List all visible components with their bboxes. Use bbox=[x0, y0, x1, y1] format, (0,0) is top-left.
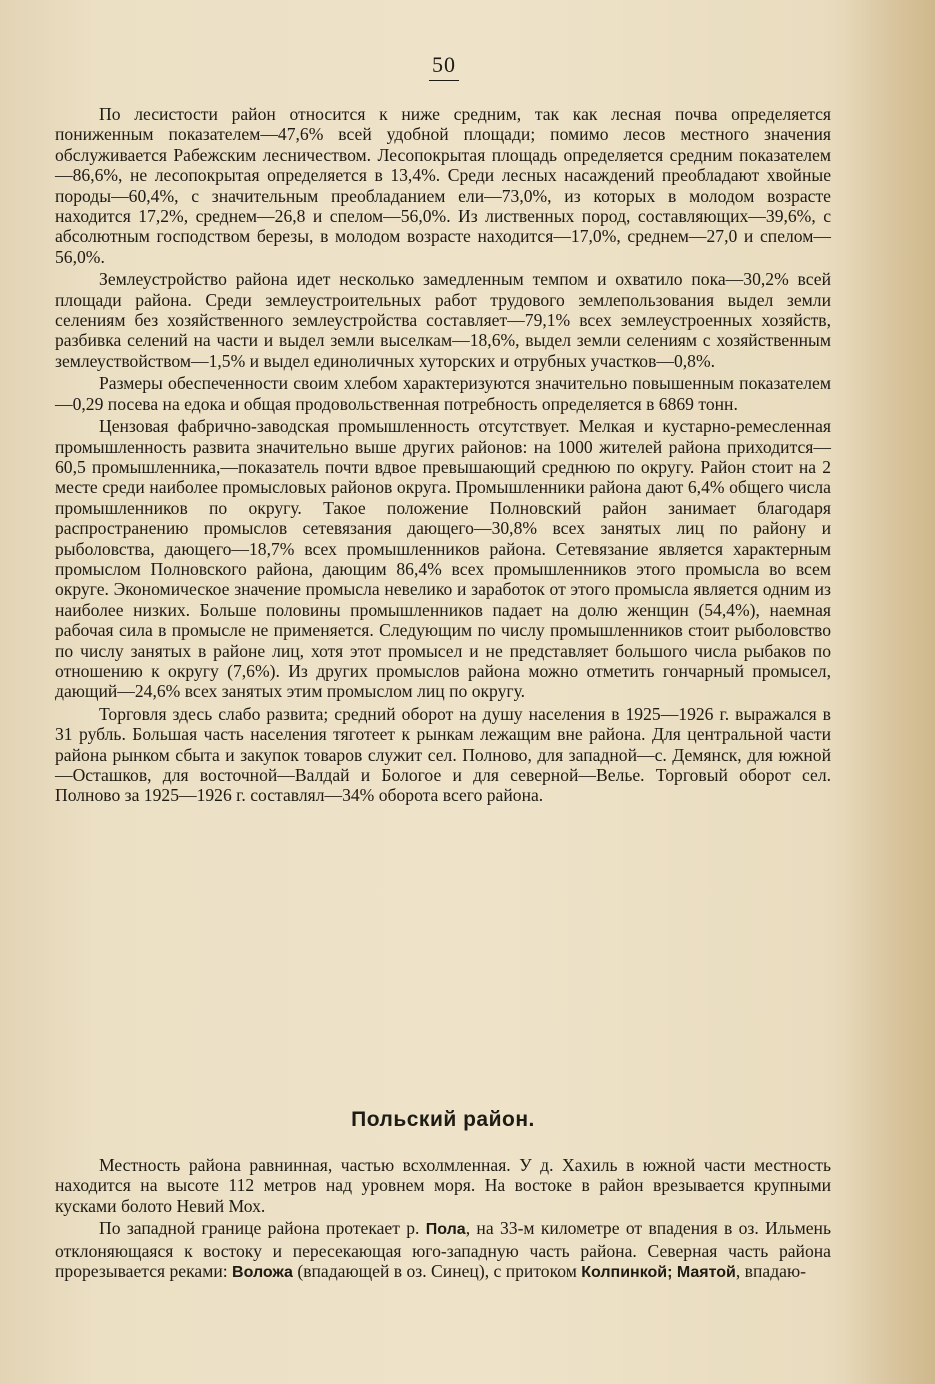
paragraph-terrain: Местность района равнинная, частью всхолмленная. У д. Хахиль в южной части местность находится на высоте 112 метров над уровнем моря. На востоке в район врезывается крупными кусками болото Невий Мох. bbox=[55, 1155, 831, 1216]
paragraph-rivers: По западной границе района протекает р. Пола, на 33-м километре от впадения в оз. Ильмень отклоняющаяся к востоку и пересекающая юго-западную часть района. Северная часть района прорезывается реками: Воложа (впадающей в оз. Синец), с притоком Колпинкой; Маятой, впадаю- bbox=[55, 1218, 831, 1282]
rivers-text-4: , впадаю- bbox=[735, 1261, 806, 1282]
main-text bbox=[55, 104, 831, 806]
paragraph-forests: По лесистости район относится к ниже средним, так как лесная почва определяется пониженным показателем—47,6% всей удобной площади; помимо лесов местного значения обслуживается Рабежским лесничеством. Лесопокрытая площадь определяется средним показателем—86,6%, не лесопокрытая определяется в 13,4%. Среди лесных насаждений преобладают хвойные породы—60,4%, с значительным преобладанием ели—73,0%, из которых в молодом возрасте находится 17,2%, среднем—26,8 и спелом—56,0%. Из лиственных пород, составляющих—39,6%, с абсолютным господством березы, в молодом возрасте находится—17,0%, среднем—27,0 и спелом—56,0%. bbox=[55, 104, 831, 267]
rivers-text-2: , на 33-м километре от впадения в оз. Ильмень отклоняющаяся к востоку и пересекающая юго-западную часть района. Северная часть района прорезывается реками: bbox=[55, 1218, 831, 1282]
page-number bbox=[0, 52, 888, 81]
paragraph-land-management: Землеустройство района идет несколько замедленным темпом и охватило пока—30,2% всей площади района. Среди землеустроительных работ трудового землепользования выдел земли селениям без хозяйственного землеустройства составляет—79,1% всех землеустроенных хозяйств, разбивка селений на части и выдел земли выселкам—18,6%, выдел земли селениям с хозяйственным землеуствойством—1,5% и выдел единоличных хуторских и отрубных участков—0,8%. bbox=[55, 269, 831, 371]
river-name-pola: Пола bbox=[425, 1221, 466, 1239]
paragraph-industry: Цензовая фабрично-заводская промышленность отсутствует. Мелкая и кустарно-ремесленная промышленность развита значительно выше других районов: на 1000 жителей района приходится—60,5 промышленника,—показатель почти вдвое превышающий среднюю по округу. Район стоит на 2 месте среди наиболее промысловых районов округа. Промышленники района дают 6,4% общего числа промышленников по округу. Такое положение Полновский район занимает благодаря распространению промыслов сетевязания дающего—30,8% всех занятых лиц по району и рыболовства, дающего—18,7% всех промышленников района. Сетевязание является характерным промыслом Полновского района, дающим 86,4% всех промышленников этого промысла во всем округе. Экономическое значение промысла невелико и заработок от этого промысла является одним из наиболее низких. Больше половины промышленников падает на долю женщин (54,4%), наемная рабочая сила в промысле не применяется. Следующим по числу промышленников стоит рыболовство по числу занятых в районе лиц, хотя этот промысел и не представляет большого числа рыбаков по отношению к округу (7,6%). Из других промыслов района можно отметить гончарный промысел, дающий—24,6% всех занятых этим промыслом лиц по округу. bbox=[55, 416, 831, 702]
paragraph-grain-supply: Размеры обеспеченности своим хлебом характеризуются значительно повышенным показателем—0,29 посева на едока и общая продовольственная потребность определяется в 6869 тонн. bbox=[55, 373, 831, 414]
rivers-text-3: (впадающей в оз. Синец), с притоком bbox=[297, 1261, 577, 1282]
section-text bbox=[55, 1155, 831, 1283]
page-number-text: 50 bbox=[429, 52, 459, 81]
section-heading: Польский район. bbox=[351, 1108, 535, 1131]
river-name-volozha: Воложа bbox=[232, 1264, 293, 1282]
river-name-mayata: Маятой bbox=[676, 1264, 736, 1282]
river-name-kolpinka: Колпинкой bbox=[581, 1264, 668, 1282]
paragraph-trade: Торговля здесь слабо развита; средний оборот на душу населения в 1925—1926 г. выражался в 31 рубль. Большая часть населения тяготеет к рынкам лежащим вне района. Для центральной части района рынком сбыта и закупок товаров служит сел. Полново, для западной—с. Демянск, для южной—Осташков, для восточной—Валдай и Бологое и для северной—Велье. Торговый оборот сел. Полново за 1925—1926 г. составлял—34% оборота всего района. bbox=[55, 703, 831, 806]
rivers-text-1: По западной границе района протекает р. bbox=[99, 1218, 420, 1239]
